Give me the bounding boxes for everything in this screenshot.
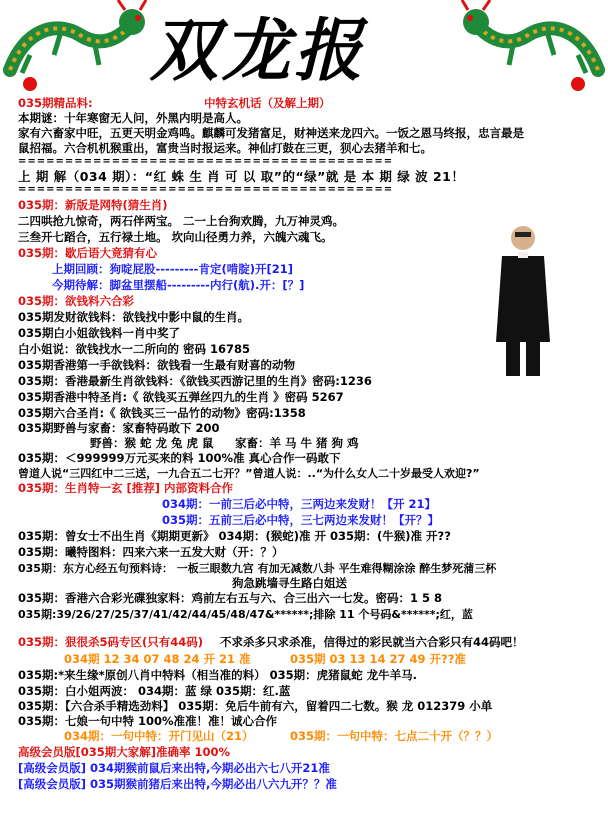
line-18: 035期六合圣肖:《 欲钱买三一品竹的动物》密码:1358 bbox=[18, 406, 306, 420]
line-39: 高级会员版[035期大家解]准确率 100% bbox=[18, 745, 231, 759]
line-38-prev: 034期：一句中特：开门见山（21） bbox=[64, 729, 254, 743]
line-15: 035期香港第一手欲钱料：欲钱看一生最有财喜的动物 bbox=[18, 358, 296, 372]
line-11: 035期：欲钱料六合彩 bbox=[18, 294, 135, 308]
line-29: 狗急跳墙寻生路白姐送 bbox=[232, 576, 347, 590]
line-0-label: 035期精品料: bbox=[18, 96, 93, 110]
line-25: 035期：五前三后必中特，三七两边来发财！【开？】 bbox=[162, 513, 440, 527]
line-23: 035期：生肖特一玄 [推荐] 内部资料合作 bbox=[18, 481, 234, 495]
line-14: 白小姐说：欲钱找水一二所向的 密码 16785 bbox=[18, 342, 251, 356]
line-1: 本期谜：十年寒窗无人问，外黑内明是高人。 bbox=[18, 111, 248, 125]
line-6: 二四哄抢九惊奇，两石伴两宝。 二一上台狗欢腾，九万神灵鸡。 bbox=[18, 214, 345, 228]
man-figure-icon bbox=[488, 222, 558, 380]
separator-2: ======================================== bbox=[18, 184, 394, 195]
line-27: 035期：曦特图料：四来六来一五发大财（开：？） bbox=[18, 545, 284, 559]
line-26: 035期：曾女士不出生肖《期期更新》 034期：(猴蛇)准 开 035期：(牛猴)准 开?? bbox=[18, 529, 451, 543]
line-30: 035期：香港六合彩光碟独家料：鸡前左右五与六、合三出六一七发。密码：1 5 8 bbox=[18, 591, 443, 605]
line-7: 三叁开七蹈合，五行禄土地。 坎向山径勇力养，六魄六魂飞。 bbox=[18, 230, 333, 244]
line-31: 035期:39/26/27/25/37/41/42/44/45/48/47&******;排除 11 个号码&******;红，蓝 bbox=[18, 608, 473, 621]
line-21: 035期：＜999999万元买来的料 100%准 真心合作一码敢下 bbox=[18, 451, 341, 465]
line-34: 035期:*来生缘*原创八肖中特料（相当准的料） 035期：虎猪鼠蛇 龙牛羊马. bbox=[18, 668, 418, 682]
line-35: 035期：白小姐两波： 034期：蓝 绿 035期：红.蓝 bbox=[18, 684, 291, 698]
page-title: 双龙报 bbox=[150, 11, 367, 91]
line-20-wild: 野兽：猴 蛇 龙 兔 虎 鼠 bbox=[90, 436, 214, 450]
line-24: 034期：一前三后必中特，三两边来发财！【开 21】 bbox=[162, 497, 437, 511]
dragon-left-icon bbox=[0, 0, 150, 95]
line-19: 035期野兽与家畜：家畜特码敢下 200 bbox=[18, 421, 220, 435]
line-0-title: 中特玄机话（及解上期） bbox=[204, 96, 331, 110]
line-10: 今期待解：脚盆里摆船---------内行(航).开：[？] bbox=[52, 278, 305, 292]
line-5: 035期：新版是网特(猜生肖) bbox=[18, 198, 168, 212]
line-40: [高级会员版] 034期猴前鼠后来出特,今期必出六七八开21准 bbox=[18, 761, 330, 775]
line-12: 035期发财欲钱料：欲钱找中影中鼠的生肖。 bbox=[18, 310, 250, 324]
line-41: [高级会员版] 035期猴前猪后来出特,今期必出八六九开？？准 bbox=[18, 777, 337, 791]
line-32-label: 035期：狠很杀5码专区(只有44码) bbox=[18, 635, 204, 649]
dragon-right-icon bbox=[458, 0, 608, 95]
line-37: 035期：七娘一句中特 100%准准！准！诚心合作 bbox=[18, 714, 278, 728]
line-3: 鼠招福。六合机机猴重出，富贵当时报运来。神仙打鼓在三更，狈心去猪羊和七。 bbox=[18, 141, 432, 155]
line-17: 035期香港中特圣肖:《 欲钱买五弹丝四九的生肖 》密码 5267 bbox=[18, 390, 344, 404]
line-13: 035期白小姐欲钱料一肖中奖了 bbox=[18, 326, 181, 340]
line-22: 曾道人说“三四红中二三送，一九合五二七开？”曾道人说：..“为什么女人二十岁最受人欢迎?” bbox=[18, 467, 480, 480]
line-20-domestic: 家畜：羊 马 牛 猪 狗 鸡 bbox=[235, 436, 359, 450]
line-8: 035期：歇后语大竟猜有心 bbox=[18, 246, 158, 260]
line-4: 上 期 解（034 期）：“红 蛛 生 肖 可 以 取”的“绿”就 是 本 期 绿 波 21！ bbox=[18, 169, 465, 184]
line-33-current: 035期 03 13 14 27 49 开??准 bbox=[290, 652, 466, 666]
line-38-current: 035期：一句中特：七点二十开（？？） bbox=[290, 729, 499, 743]
line-9: 上期回顾：狗啶屁股---------肯定(啃腚)开[21] bbox=[52, 262, 293, 276]
line-2: 家有六畜家中旺，五更天明金鸡鸣。麒麟可发猪富足，财神送来龙四六。一饭之恩马终报，忠言最是 bbox=[18, 126, 524, 140]
separator-1: ======================================== bbox=[18, 156, 394, 167]
line-33-prev: 034期 12 34 07 48 24 开 21 准 bbox=[64, 652, 251, 666]
line-32-note: 不求杀多只求杀准，信得过的彩民就当六合彩只有44码吧！ bbox=[220, 635, 524, 649]
line-16: 035期：香港最新生肖欲钱料：《欲钱买西游记里的生肖》密码:1236 bbox=[18, 374, 372, 388]
line-28: 035期：东方心经五句预料诗： 一板三眼数九宫 有加无减数八卦 平生难得糊涂涂 醉生梦死蒲三杯 bbox=[18, 562, 497, 575]
line-36: 035期：【六合杀手精选劲料】 035期：免后牛前有六，留着四二七数。猴 龙 012379 小单 bbox=[18, 699, 493, 713]
